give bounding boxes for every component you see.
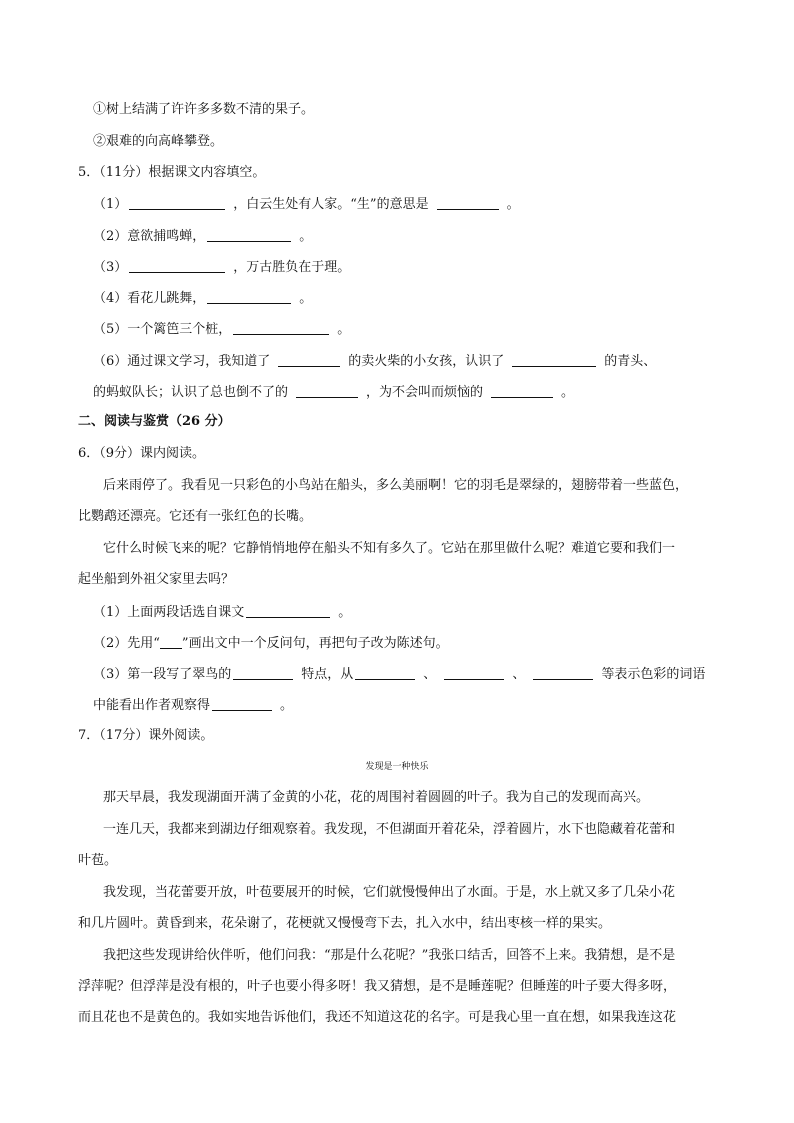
text: 后来雨停了。我看见一只彩色的小鸟站在船头，多么美丽啊！它的羽毛是翠绿的，翅膀带着一些蓝色， <box>103 478 689 493</box>
q7-passage-line <box>78 978 676 996</box>
text: （2）意欲捕鸣蝉， <box>93 229 206 244</box>
text: （1）上面两段话选自课文 <box>93 605 245 620</box>
q5-heading <box>78 164 265 182</box>
text: 中能看出作者观察得 <box>93 698 211 713</box>
answer-blank[interactable] <box>444 665 504 680</box>
text: 一连几天，我都来到湖边仔细观察着。我发现，不但湖面开着花朵，浮着圆片，水下也隐藏着花蕾和 <box>103 822 676 837</box>
q7-passage-line <box>103 821 675 839</box>
text: 。 <box>506 197 520 212</box>
answer-blank[interactable] <box>512 352 596 367</box>
text: ”画出文中一个反问句，再把句子改为陈述句。 <box>181 636 449 651</box>
text: ，白云生处有人家。“生”的意思是 <box>233 197 429 212</box>
text: 5．（11分）根据课文内容填空。 <box>78 165 266 180</box>
text: ①树上结满了许许多多数不清的果子。 <box>93 102 315 117</box>
text: 7．（17分）课外阅读。 <box>78 728 214 743</box>
q5-item-6-line1 <box>93 352 656 370</box>
q5-item-3 <box>93 258 350 276</box>
text: 和几片圆叶。黄昏到来，花朵谢了，花梗就又慢慢弯下去，扎入水中，结出枣核一样的果实。 <box>78 916 612 931</box>
text: 的青头、 <box>604 354 657 369</box>
text: （5）一个篱笆三个桩， <box>93 322 232 337</box>
text: 浮萍呢？但浮萍是没有根的，叶子也要小得多呀！我又猜想，是不是睡莲呢？但睡莲的叶子要大得多呀， <box>78 979 677 994</box>
text: （2）先用“ <box>93 636 160 651</box>
q5-item-6-line2 <box>93 383 574 401</box>
answer-blank[interactable] <box>437 195 499 210</box>
section-2-heading <box>78 413 231 431</box>
text: 起坐船到外祖父家里去吗？ <box>78 572 235 587</box>
text: 。 <box>561 385 575 400</box>
q6-item-3-line1 <box>93 665 705 683</box>
q7-passage-line <box>78 915 611 933</box>
answer-blank[interactable] <box>355 665 415 680</box>
text: 6．（9分）课内阅读。 <box>78 446 206 461</box>
text: 。 <box>280 698 294 713</box>
q6-passage-line <box>78 508 312 526</box>
q4-sentence-2 <box>93 133 223 151</box>
q6-passage-line <box>103 477 688 495</box>
text: （3） <box>93 260 128 275</box>
text: 。 <box>299 229 313 244</box>
q7-passage-title <box>0 758 794 776</box>
text: （3）第一段写了翠鸟的 <box>93 667 232 682</box>
q6-item-3-line2 <box>93 696 293 714</box>
q4-sentence-1 <box>93 101 314 119</box>
answer-blank[interactable] <box>212 696 272 711</box>
q6-passage-line <box>78 571 234 589</box>
text: 发现是一种快乐 <box>365 762 429 772</box>
answer-blank[interactable] <box>207 289 291 304</box>
q5-item-4 <box>93 289 312 307</box>
text: 我发现，当花蕾要开放，叶苞要展开的时候，它们就慢慢伸出了水面。于是，水上就又多了几朵小花 <box>103 885 676 900</box>
q6-passage-line <box>103 540 675 558</box>
answer-blank[interactable] <box>246 603 330 618</box>
text: 它什么时候飞来的呢？它静悄悄地停在船头不知有多久了。它站在那里做什么呢？难道它要和我们一 <box>103 541 676 556</box>
text: 等表示色彩的词语 <box>601 667 706 682</box>
answer-blank[interactable] <box>491 383 553 398</box>
answer-blank[interactable] <box>533 665 593 680</box>
text: 、 <box>512 667 526 682</box>
q7-passage-line <box>78 852 117 870</box>
text: ，万古胜负在于理。 <box>233 260 351 275</box>
q6-item-1 <box>93 603 351 621</box>
q7-passage-line <box>103 789 649 807</box>
text: 叶苞。 <box>78 853 118 868</box>
text: （4）看花儿跳舞， <box>93 291 206 306</box>
text: 。 <box>338 605 352 620</box>
text: 的卖火柴的小女孩，认识了 <box>348 354 505 369</box>
text: 而且花也不是黄色的。我如实地告诉他们，我还不知道这花的名字。可是我心里一直在想，如果我连这花 <box>78 1010 677 1025</box>
answer-blank[interactable] <box>129 195 225 210</box>
q5-item-1 <box>93 195 520 213</box>
q6-heading <box>78 445 205 463</box>
text: 比鹦鹉还漂亮。它还有一张红色的长嘴。 <box>78 509 313 524</box>
text: ②艰难的向高峰攀登。 <box>93 134 224 149</box>
text: 那天早晨，我发现湖面开满了金黄的小花，花的周围衬着圆圆的叶子。我为自己的发现而高兴。 <box>103 790 650 805</box>
text: （6）通过课文学习，我知道了 <box>93 354 271 369</box>
q7-passage-line <box>103 947 675 965</box>
q7-heading <box>78 727 213 745</box>
text: 。 <box>299 291 313 306</box>
q6-item-2 <box>93 634 449 652</box>
answer-blank[interactable] <box>296 383 358 398</box>
text: （1） <box>93 197 128 212</box>
q7-passage-line <box>103 884 675 902</box>
text: 。 <box>337 322 351 337</box>
answer-blank[interactable] <box>233 320 329 335</box>
text: 二、阅读与鉴赏（26 分） <box>78 414 231 429</box>
underline-symbol <box>160 634 182 649</box>
text: 的蚂蚁队长；认识了总也倒不了的 <box>93 385 289 400</box>
text: ，为不会叫而烦恼的 <box>366 385 484 400</box>
answer-blank[interactable] <box>207 227 291 242</box>
text: 、 <box>423 667 437 682</box>
answer-blank[interactable] <box>233 665 293 680</box>
q7-passage-line <box>78 1009 676 1027</box>
q5-item-2 <box>93 227 312 245</box>
text: 我把这些发现讲给伙伴听，他们问我：“那是什么花呢？”我张口结舌，回答不上来。我猜想，是不是 <box>103 948 676 963</box>
q5-item-5 <box>93 320 350 338</box>
text: 特点，从 <box>301 667 354 682</box>
answer-blank[interactable] <box>278 352 340 367</box>
answer-blank[interactable] <box>129 258 225 273</box>
